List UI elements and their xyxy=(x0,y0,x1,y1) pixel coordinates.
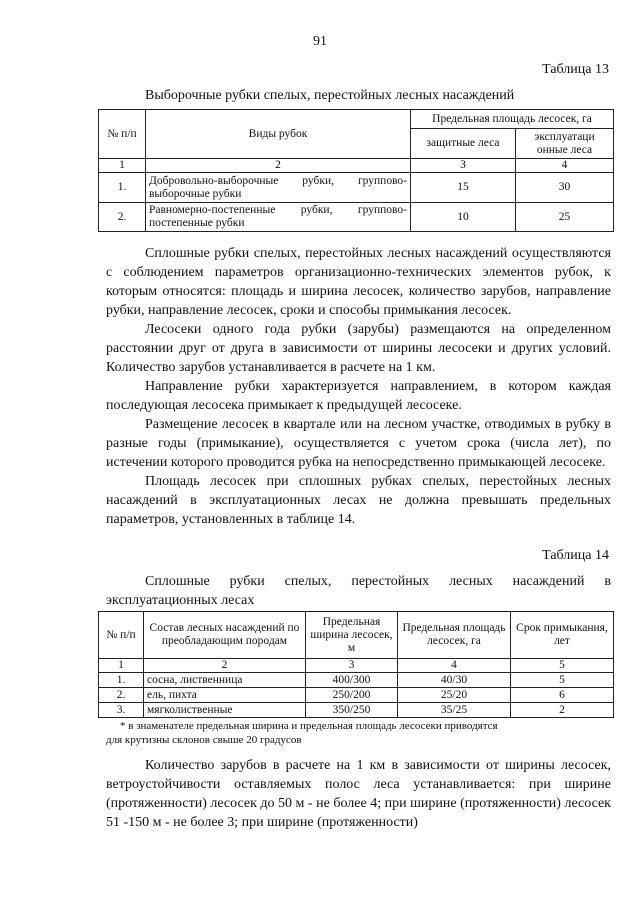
text-block-2 xyxy=(106,756,611,832)
paragraph: Количество зарубов в расчете на 1 км в зависимости от ширины лесосек, ветроустойчивости оставляемых полос леса устанавливается: при ширине (протяженности) лесосек до 50 м - не более 4; при ширине (протяженности) лесосек 51 -150 м - не более 3; при ширине (протяженности) xyxy=(106,758,611,830)
col-number: 2 xyxy=(146,159,411,173)
row-num: 1. xyxy=(99,673,144,688)
row-width: 400/300 xyxy=(306,673,398,688)
paragraph: Сплошные рубки спелых, перестойных лесных насаждений осуществляются с соблюдением параметров организационно-технических элементов рубок, к которым относятся: площадь и ширина лесосек, количество зарубов, направление рубки, направление лесосек, сроки и способы примыкания лесосек. xyxy=(106,246,611,318)
header-composition: Состав лесных насаждений по преобладающим породам xyxy=(144,612,306,659)
header-num: № п/п xyxy=(99,612,144,659)
row-type: Добровольно-выборочные рубки, группово-выборочные рубки xyxy=(146,173,411,203)
table-row xyxy=(99,688,614,703)
table-13-label: Таблица 13 xyxy=(542,62,609,77)
col-number: 3 xyxy=(411,159,516,173)
row-num: 2. xyxy=(99,688,144,703)
text-block-1 xyxy=(106,244,611,529)
row-width: 350/250 xyxy=(306,703,398,718)
table-13-title: Выборочные рубки спелых, перестойных лесных насаждений xyxy=(145,88,515,103)
col-number: 2 xyxy=(144,659,306,673)
header-term: Срок примыкания, лет xyxy=(511,612,614,659)
header-type: Виды рубок xyxy=(146,110,411,159)
row-num: 1. xyxy=(99,173,146,203)
table-14-title: Сплошные рубки спелых, перестойных лесных насаждений в эксплуатационных лесах xyxy=(106,574,611,608)
numbering-row xyxy=(99,159,614,173)
table-13 xyxy=(98,109,614,232)
row-area: 35/25 xyxy=(398,703,511,718)
row-composition: ель, пихта xyxy=(144,688,306,703)
col-number: 3 xyxy=(306,659,398,673)
footnote-line: для крутизны склонов свыше 20 градусов xyxy=(106,734,302,746)
row-composition: сосна, лиственница xyxy=(144,673,306,688)
row-num: 2. xyxy=(99,203,146,232)
header-width: Предельная ширина лесосек, м xyxy=(306,612,398,659)
table-14-footnote xyxy=(106,719,616,747)
row-exploitation: 25 xyxy=(516,203,614,232)
row-term: 5 xyxy=(511,673,614,688)
col-number: 1 xyxy=(99,659,144,673)
header-protective: защитные леса xyxy=(411,129,516,159)
paragraph: Направление рубки характеризуется направлением, в котором каждая последующая лесосека примыкает к предыдущей лесосеке. xyxy=(106,379,611,413)
table-row xyxy=(99,703,614,718)
table-row xyxy=(99,673,614,688)
table-row xyxy=(99,173,614,203)
paragraph: Площадь лесосек при сплошных рубках спелых, перестойных лесных насаждений в эксплуатационных лесах не должна превышать предельных параметров, установленных в таблице 14. xyxy=(106,474,611,527)
col-number: 4 xyxy=(516,159,614,173)
row-protective: 10 xyxy=(411,203,516,232)
col-number: 1 xyxy=(99,159,146,173)
row-protective: 15 xyxy=(411,173,516,203)
row-term: 6 xyxy=(511,688,614,703)
row-width: 250/200 xyxy=(306,688,398,703)
row-area: 25/20 xyxy=(398,688,511,703)
table-14-label: Таблица 14 xyxy=(542,548,609,563)
row-exploitation: 30 xyxy=(516,173,614,203)
row-area: 40/30 xyxy=(398,673,511,688)
header-exploitation: эксплуатаци онные леса xyxy=(516,129,614,159)
page-number: 91 xyxy=(313,34,327,49)
header-area-group: Предельная площадь лесосек, га xyxy=(411,110,614,129)
row-composition: мягколиственные xyxy=(144,703,306,718)
header-area: Предельная площадь лесосек, га xyxy=(398,612,511,659)
row-num: 3. xyxy=(99,703,144,718)
row-type: Равномерно-постепенные рубки, группово-постепенные рубки xyxy=(146,203,411,232)
col-number: 5 xyxy=(511,659,614,673)
footnote-line: * в знаменателе предельная ширина и предельная площадь лесосеки приводятся xyxy=(120,720,498,732)
paragraph: Лесосеки одного года рубки (зарубы) размещаются на определенном расстоянии друг от друга в зависимости от ширины лесосеки и других условий. Количество зарубов устанавливается в расчете на 1 км. xyxy=(106,322,611,375)
col-number: 4 xyxy=(398,659,511,673)
paragraph: Размещение лесосек в квартале или на лесном участке, отводимых в рубку в разные годы (примыкание), осуществляется с учетом срока (числа лет), по истечении которого проводится рубка на непосредственно примыкающей лесосеке. xyxy=(106,417,611,470)
table-row xyxy=(99,203,614,232)
table-14 xyxy=(98,611,614,718)
numbering-row xyxy=(99,659,614,673)
row-term: 2 xyxy=(511,703,614,718)
header-num: № п/п xyxy=(99,110,146,159)
